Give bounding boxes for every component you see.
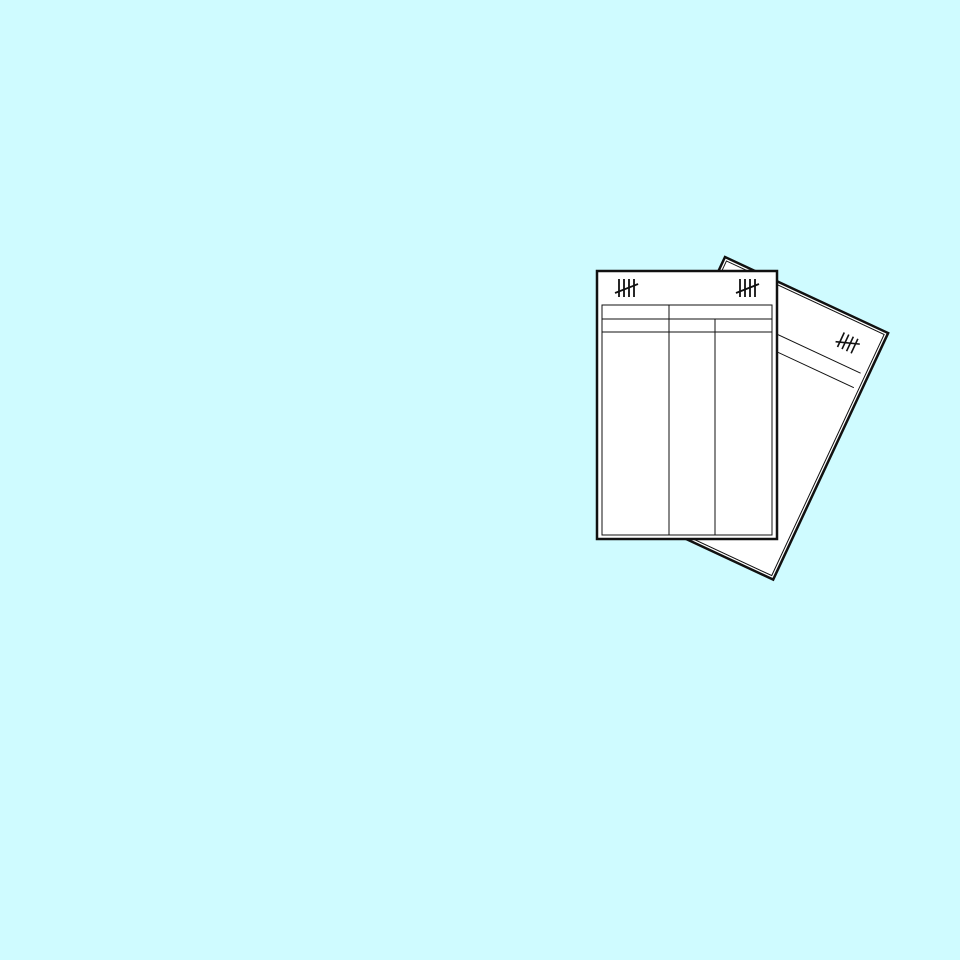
score-sheets-illustration bbox=[585, 255, 895, 585]
score-sheet-german bbox=[597, 271, 777, 539]
score-sheets-svg bbox=[585, 255, 895, 585]
